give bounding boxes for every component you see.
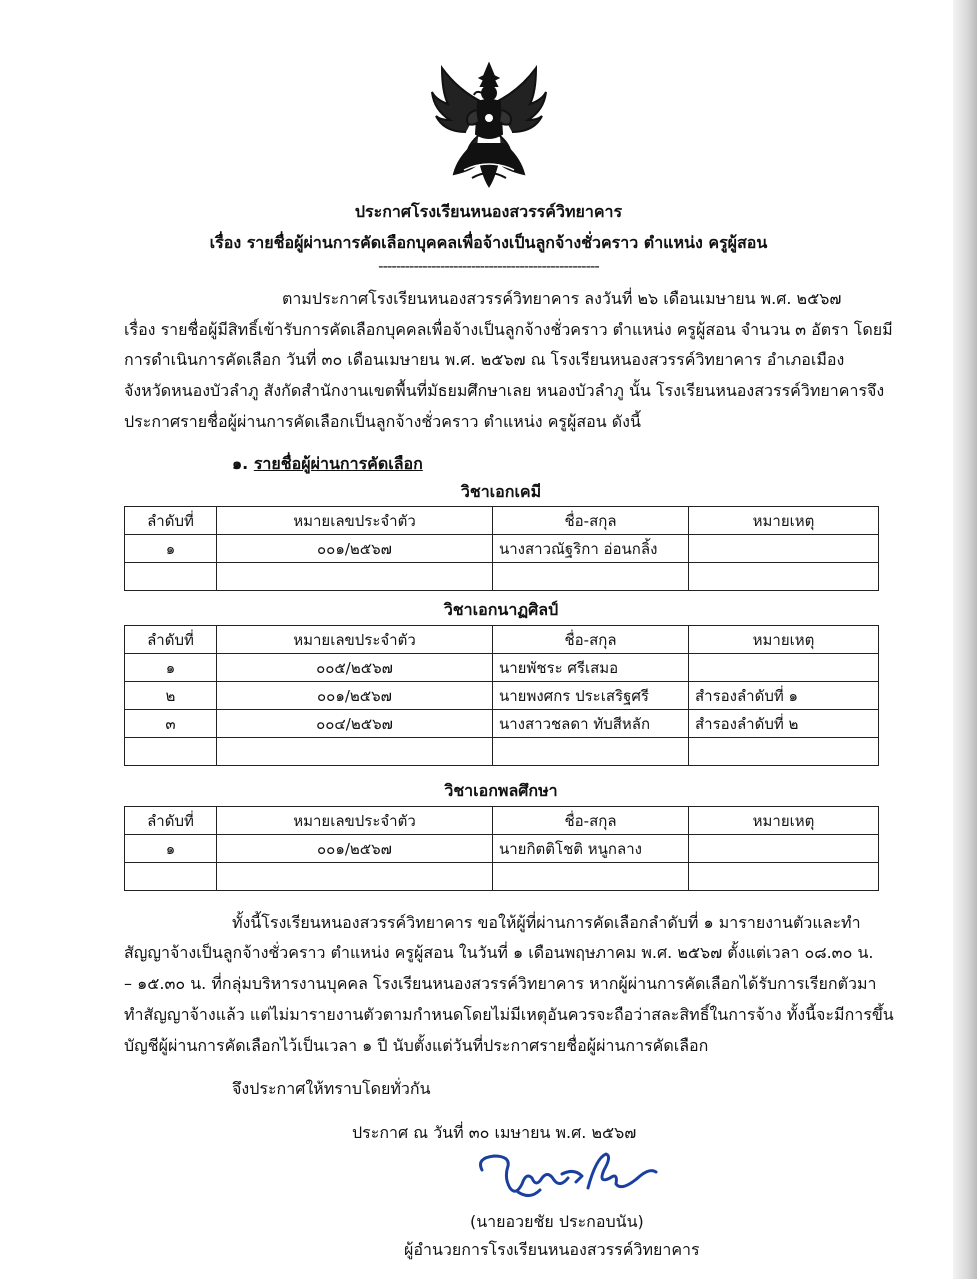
- cell-id: ๐๐๕/๒๕๖๗: [217, 654, 493, 682]
- cell-order: ๑: [125, 535, 217, 563]
- column-header: ชื่อ-สกุล: [493, 626, 689, 654]
- announce-date: ประกาศ ณ วันที่ ๓๐ เมษายน พ.ศ. ๒๕๖๗: [352, 1123, 637, 1142]
- column-header: ลำดับที่: [125, 807, 217, 835]
- cell-order: ๒: [125, 682, 217, 710]
- table-row: [125, 863, 879, 891]
- closing-line: บัญชีผู้ผ่านการคัดเลือกไว้เป็นเวลา ๑ ปี นับตั้งแต่วันที่ประกาศรายชื่อผู้ผ่านการคัดเลือก: [124, 1036, 709, 1055]
- cell-name: นายกิตติโชติ หนูกลาง: [493, 835, 689, 863]
- document-subject: เรื่อง รายชื่อผู้ผ่านการคัดเลือกบุคคลเพื่อจ้างเป็นลูกจ้างชั่วคราว ตำแหน่ง ครูผู้สอน: [209, 233, 768, 252]
- column-header: หมายเลขประจำตัว: [217, 807, 493, 835]
- table-row: [125, 563, 879, 591]
- document-title: ประกาศโรงเรียนหนองสวรรค์วิทยาคาร: [354, 202, 623, 221]
- cell-note: [689, 738, 879, 766]
- intro-line: จังหวัดหนองบัวลำภู สังกัดสำนักงานเขตพื้นที่มัธยมศึกษาเลย หนองบัวลำภู นั้น โรงเรียนหนองสวรรค์วิทยาคารจึง: [124, 381, 885, 400]
- cell-name: นางสาวชลดา ทับสีหลัก: [493, 710, 689, 738]
- cell-id: [217, 863, 493, 891]
- table-header-row: [125, 507, 879, 535]
- column-header: หมายเหตุ: [689, 807, 879, 835]
- column-header: ชื่อ-สกุล: [493, 507, 689, 535]
- closing-line: – ๑๕.๓๐ น. ที่กลุ่มบริหารงานบุคคล โรงเรียนหนองสวรรค์วิทยาคาร หากผู้ผ่านการคัดเลือกได้รับการเรียกตัวมา: [124, 974, 877, 993]
- cell-order: ๓: [125, 710, 217, 738]
- column-header: หมายเลขประจำตัว: [217, 507, 493, 535]
- results-table: [124, 506, 879, 591]
- cell-order: [125, 738, 217, 766]
- cell-note: [689, 835, 879, 863]
- cell-note: [689, 563, 879, 591]
- cell-note: [689, 535, 879, 563]
- column-header: ลำดับที่: [125, 626, 217, 654]
- cell-note: [689, 863, 879, 891]
- subject-heading: วิชาเอกเคมี: [460, 482, 542, 501]
- table-row: [125, 535, 879, 563]
- cell-id: ๐๐๑/๒๕๖๗: [217, 535, 493, 563]
- table-row: [125, 738, 879, 766]
- garuda-emblem-icon: [428, 62, 550, 190]
- table-row: [125, 835, 879, 863]
- announce-text: จึงประกาศให้ทราบโดยทั่วกัน: [232, 1079, 431, 1098]
- column-header: หมายเลขประจำตัว: [217, 626, 493, 654]
- section-number: ๑.: [232, 454, 249, 473]
- results-table: [124, 806, 879, 891]
- cell-name: นางสาวณัฐริกา อ่อนกลิ้ง: [493, 535, 689, 563]
- cell-name: [493, 863, 689, 891]
- table-header-row: [125, 626, 879, 654]
- signer-name: (นายอวยชัย ประกอบนัน): [470, 1212, 644, 1231]
- cell-order: ๑: [125, 835, 217, 863]
- table-row: [125, 710, 879, 738]
- cell-note: สำรองลำดับที่ ๑: [689, 682, 879, 710]
- signer-position: ผู้อำนวยการโรงเรียนหนองสวรรค์วิทยาคาร: [404, 1240, 700, 1259]
- closing-line: ทั้งนี้โรงเรียนหนองสวรรค์วิทยาคาร ขอให้ผู้ที่ผ่านการคัดเลือกลำดับที่ ๑ มารายงานตัวและทำ: [232, 913, 861, 932]
- cell-id: ๐๐๑/๒๕๖๗: [217, 682, 493, 710]
- table-row: [125, 682, 879, 710]
- cell-name: [493, 738, 689, 766]
- cell-id: [217, 738, 493, 766]
- section-title: รายชื่อผู้ผ่านการคัดเลือก: [253, 454, 423, 473]
- cell-order: ๑: [125, 654, 217, 682]
- closing-line: ทำสัญญาจ้างแล้ว แต่ไม่มารายงานตัวตามกำหนดโดยไม่มีเหตุอันควรจะถือว่าสละสิทธิ์ในการจ้าง ทั้งนี้จะมีการขึ้น: [124, 1005, 894, 1024]
- cell-note: [689, 654, 879, 682]
- subject-heading: วิชาเอกพลศึกษา: [444, 781, 558, 800]
- page-edge-shadow: [953, 0, 977, 1279]
- intro-line: เรื่อง รายชื่อผู้มีสิทธิ์เข้ารับการคัดเลือกบุคคลเพื่อจ้างเป็นลูกจ้างชั่วคราว ตำแหน่ง ครูผู้สอน จำนวน ๓ อัตรา โดยมี: [124, 320, 893, 339]
- cell-order: [125, 563, 217, 591]
- cell-id: ๐๐๑/๒๕๖๗: [217, 835, 493, 863]
- column-header: หมายเหตุ: [689, 507, 879, 535]
- intro-line: การดำเนินการคัดเลือก วันที่ ๓๐ เดือนเมษายน พ.ศ. ๒๕๖๗ ณ โรงเรียนหนองสวรรค์วิทยาคาร อำเภอเมือง: [124, 350, 845, 369]
- intro-line: ประกาศรายชื่อผู้ผ่านการคัดเลือกเป็นลูกจ้างชั่วคราว ตำแหน่ง ครูผู้สอน ดังนี้: [124, 412, 641, 431]
- results-table: [124, 625, 879, 766]
- cell-name: นายพัชระ ศรีเสมอ: [493, 654, 689, 682]
- cell-name: นายพงศกร ประเสริฐศรี: [493, 682, 689, 710]
- table-header-row: [125, 807, 879, 835]
- table-row: [125, 654, 879, 682]
- signature-image: [470, 1148, 660, 1208]
- cell-id: [217, 563, 493, 591]
- cell-note: สำรองลำดับที่ ๒: [689, 710, 879, 738]
- closing-line: สัญญาจ้างเป็นลูกจ้างชั่วคราว ตำแหน่ง ครูผู้สอน ในวันที่ ๑ เดือนพฤษภาคม พ.ศ. ๒๕๖๗ ตั้งแต่เวลา ๐๘.๓๐ น.: [124, 943, 874, 962]
- section-heading: [232, 452, 423, 477]
- column-header: ลำดับที่: [125, 507, 217, 535]
- cell-name: [493, 563, 689, 591]
- header-divider: --------------------------------------------------: [378, 257, 599, 275]
- cell-id: ๐๐๔/๒๕๖๗: [217, 710, 493, 738]
- column-header: หมายเหตุ: [689, 626, 879, 654]
- column-header: ชื่อ-สกุล: [493, 807, 689, 835]
- intro-line: ตามประกาศโรงเรียนหนองสวรรค์วิทยาคาร ลงวันที่ ๒๖ เดือนเมษายน พ.ศ. ๒๕๖๗: [282, 289, 842, 308]
- cell-order: [125, 863, 217, 891]
- subject-heading: วิชาเอกนาฏศิลป์: [443, 600, 559, 619]
